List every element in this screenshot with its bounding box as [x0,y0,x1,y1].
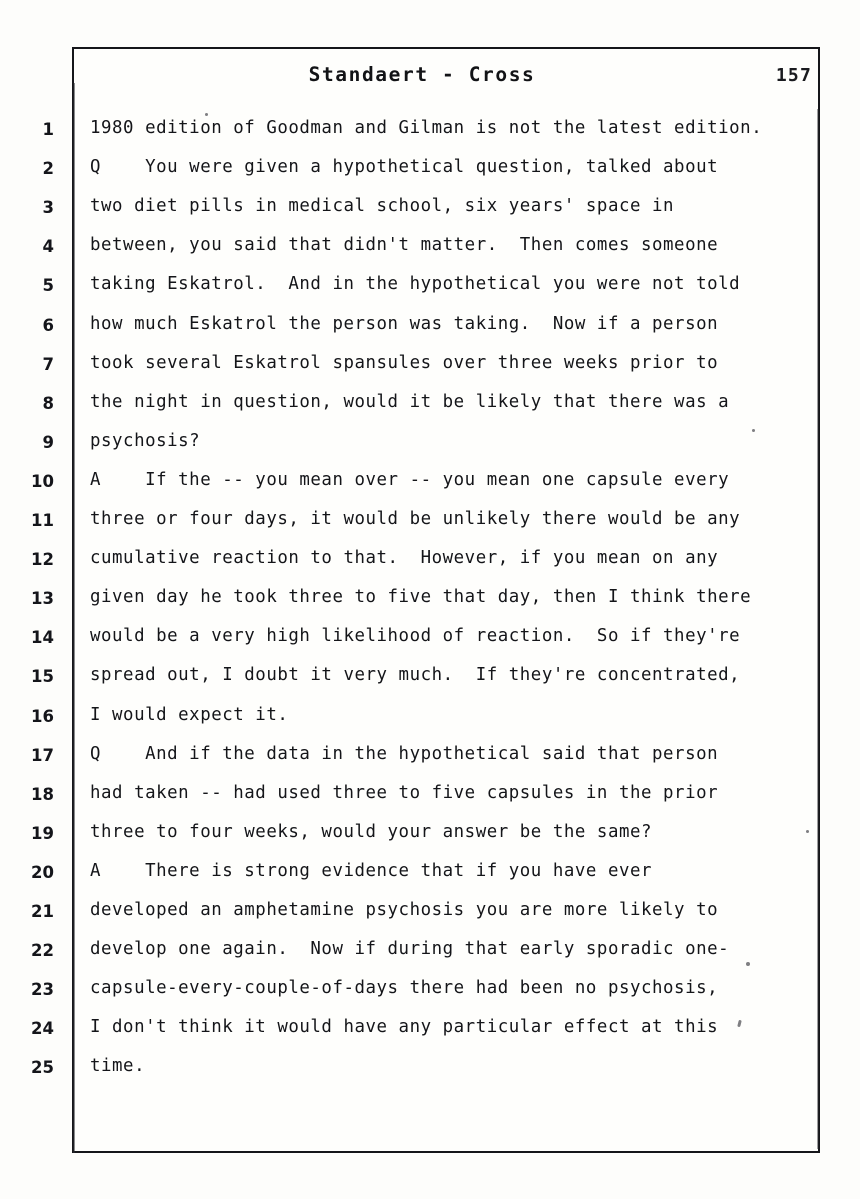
line-number: 23 [31,980,54,1000]
transcript-line: capsule-every-couple-of-days there had been no psychosis, [90,978,719,999]
transcript-line: two diet pills in medical school, six years' space in [90,196,675,217]
transcript-line: I don't think it would have any particular effect at this [90,1017,719,1038]
line-number: 16 [31,706,54,726]
transcript-line: between, you said that didn't matter. Then comes someone [90,235,719,256]
transcript-line: how much Eskatrol the person was taking. Now if a person [90,313,719,334]
line-number: 3 [42,198,54,218]
transcript-line: three or four days, it would be unlikely there would be any [90,509,741,529]
transcript-line: had taken -- had used three to five capsules in the prior [90,782,719,803]
transcript-line: I would expect it. [90,704,289,725]
line-number: 2 [42,159,54,179]
transcript-line: would be a very high likelihood of reaction. So if they're [90,626,741,647]
line-number-gutter [0,120,66,1120]
transcript-line: cumulative reaction to that. However, if you mean on any [90,548,719,569]
line-number: 14 [31,628,54,648]
scan-speckle [806,830,809,833]
line-number: 4 [42,237,54,257]
line-number: 22 [31,941,54,961]
transcript-line: the night in question, would it be likely that there was a [90,391,730,412]
transcript-line: develop one again. Now if during that early sporadic one- [90,939,730,960]
transcript-line: given day he took three to five that day, then I think there [90,587,752,608]
line-number: 21 [31,902,54,921]
transcript-line: took several Eskatrol spansules over three weeks prior to [90,352,719,373]
transcript-line: Q You were given a hypothetical question, talked about [90,157,719,178]
line-number: 13 [31,589,54,609]
transcript-line: taking Eskatrol. And in the hypothetical you were not told [90,274,741,295]
transcript-line: spread out, I doubt it very much. If they're concentrated, [90,665,741,686]
scan-speckle [752,429,755,432]
transcript-line: 1980 edition of Goodman and Gilman is not the latest edition. [90,118,763,138]
scan-speckle [205,113,208,116]
scan-speckle [746,962,750,966]
line-number: 20 [31,862,54,882]
line-number: 6 [42,315,54,335]
transcript-line: developed an amphetamine psychosis you are more likely to [90,900,719,920]
transcript-line: A There is strong evidence that if you have ever [90,860,653,881]
line-number: 8 [42,393,54,413]
page-title: Standaert - Cross [308,63,536,86]
line-number: 18 [31,784,54,804]
transcript-line: A If the -- you mean over -- you mean one capsule every [90,469,730,490]
transcript-line: three to four weeks, would your answer be the same? [90,821,653,842]
page-number: 157 [775,65,812,86]
line-number: 7 [42,354,54,374]
line-number: 10 [31,471,54,491]
page-header [72,63,820,97]
transcript-line: time. [90,1056,146,1077]
line-number: 5 [42,276,54,296]
line-number: 24 [31,1019,54,1039]
line-number: 19 [31,823,54,843]
line-number: 25 [31,1058,54,1078]
line-number: 1 [42,120,54,139]
line-number: 15 [31,667,54,687]
line-number: 11 [31,511,54,530]
line-number: 12 [31,550,54,570]
line-number: 9 [42,432,54,452]
transcript-line: Q And if the data in the hypothetical said that person [90,743,719,764]
transcript-line: psychosis? [90,430,201,451]
line-number: 17 [31,745,54,765]
